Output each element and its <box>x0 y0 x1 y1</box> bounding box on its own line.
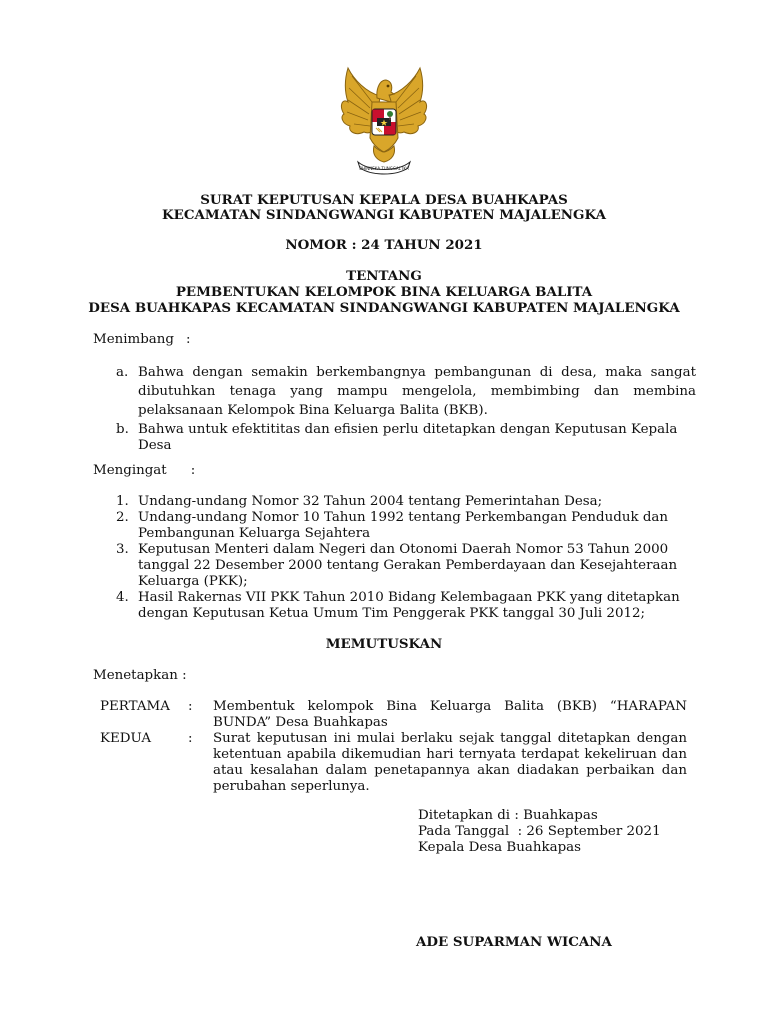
list-item-text: Bahwa dengan semakin berkembangnya pembangunan di desa, maka sangat dibutuhkan tenaga yang mampu mengelola, membimbing dan membina pelaksanaan Kelompok Bina Keluarga Balita (BKB). <box>138 365 696 418</box>
svg-text:BHINNEKA TUNGGAL IKA: BHINNEKA TUNGGAL IKA <box>359 166 409 171</box>
mengingat-colon: : <box>190 463 196 478</box>
kedua-colon: : <box>188 731 193 746</box>
decree-number: NOMOR : 24 TAHUN 2021 <box>285 237 483 253</box>
kedua-key: KEDUA <box>100 731 152 746</box>
tentang-heading: TENTANG <box>346 268 422 284</box>
list-marker: 2. <box>116 510 129 525</box>
pertama-text: Membentuk kelompok Bina Keluarga Balita (BKB) “HARAPAN BUNDA” Desa Buahkapas <box>213 699 687 730</box>
list-item-text: Undang-undang Nomor 10 Tahun 1992 tentang Perkembangan Penduduk dan Pembangunan Keluarga Sejahtera <box>138 510 669 541</box>
decree-title-line2: KECAMATAN SINDANGWANGI KABUPATEN MAJALENGKA <box>162 207 606 223</box>
pertama-key: PERTAMA <box>100 699 170 714</box>
menetapkan-label: Menetapkan : <box>93 668 187 683</box>
list-item <box>116 510 696 542</box>
decree-title-line1: SURAT KEPUTUSAN KEPALA DESA BUAHKAPAS <box>200 192 568 208</box>
ditetapkan-di: Ditetapkan di : Buahkapas <box>418 808 598 823</box>
list-marker: 1. <box>116 494 129 509</box>
list-marker: 4. <box>116 590 129 605</box>
subject-line2: DESA BUAHKAPAS KECAMATAN SINDANGWANGI KABUPATEN MAJALENGKA <box>88 300 680 316</box>
mengingat-label <box>93 463 195 479</box>
menimbang-list <box>116 363 696 454</box>
list-marker: a. <box>116 365 129 380</box>
list-item <box>116 494 696 510</box>
pertama-colon: : <box>188 699 193 714</box>
list-item-text: Bahwa untuk efektititas dan efisien perlu ditetapkan dengan Keputusan Kepala Desa <box>138 422 678 453</box>
list-item-text: Hasil Rakernas VII PKK Tahun 2010 Bidang Kelembagaan PKK yang ditetapkan dengan Keputusan Ketua Umum Tim Penggerak PKK tanggal 30 Juli 2012; <box>138 590 680 621</box>
list-item-text: Undang-undang Nomor 32 Tahun 2004 tentang Pemerintahan Desa; <box>138 494 603 509</box>
list-item-text: Keputusan Menteri dalam Negeri dan Otonomi Daerah Nomor 53 Tahun 2000 tanggal 22 Desember 2000 tentang Gerakan Pemberdayaan dan Kesejahteraan Keluarga (PKK); <box>138 542 678 589</box>
menimbang-label-text: Menimbang <box>93 332 174 347</box>
mengingat-list <box>116 494 696 622</box>
list-item <box>116 590 696 622</box>
list-item <box>116 542 696 590</box>
signer-title: Kepala Desa Buahkapas <box>418 840 582 855</box>
signer-name: ADE SUPARMAN WICANA <box>416 934 612 950</box>
list-item <box>116 422 696 454</box>
garuda-pancasila-emblem-icon <box>336 62 432 178</box>
mengingat-label-text: Mengingat <box>93 463 167 478</box>
memutuskan-heading: MEMUTUSKAN <box>325 636 443 652</box>
kedua-text: Surat keputusan ini mulai berlaku sejak tanggal ditetapkan dengan ketentuan apabila dikemudian hari ternyata terdapat kekeliruan dan atau kesalahan dalam penetapannya akan diadakan perbaikan dan perubahan seperlunya. <box>213 731 687 794</box>
subject-line1: PEMBENTUKAN KELOMPOK BINA KELUARGA BALITA <box>175 284 593 300</box>
pada-tanggal: Pada Tanggal : 26 September 2021 <box>418 824 661 839</box>
list-marker: 3. <box>116 542 129 557</box>
menimbang-colon: : <box>186 332 191 347</box>
list-marker: b. <box>116 422 129 437</box>
menimbang-label <box>93 332 191 348</box>
list-item <box>116 363 696 420</box>
